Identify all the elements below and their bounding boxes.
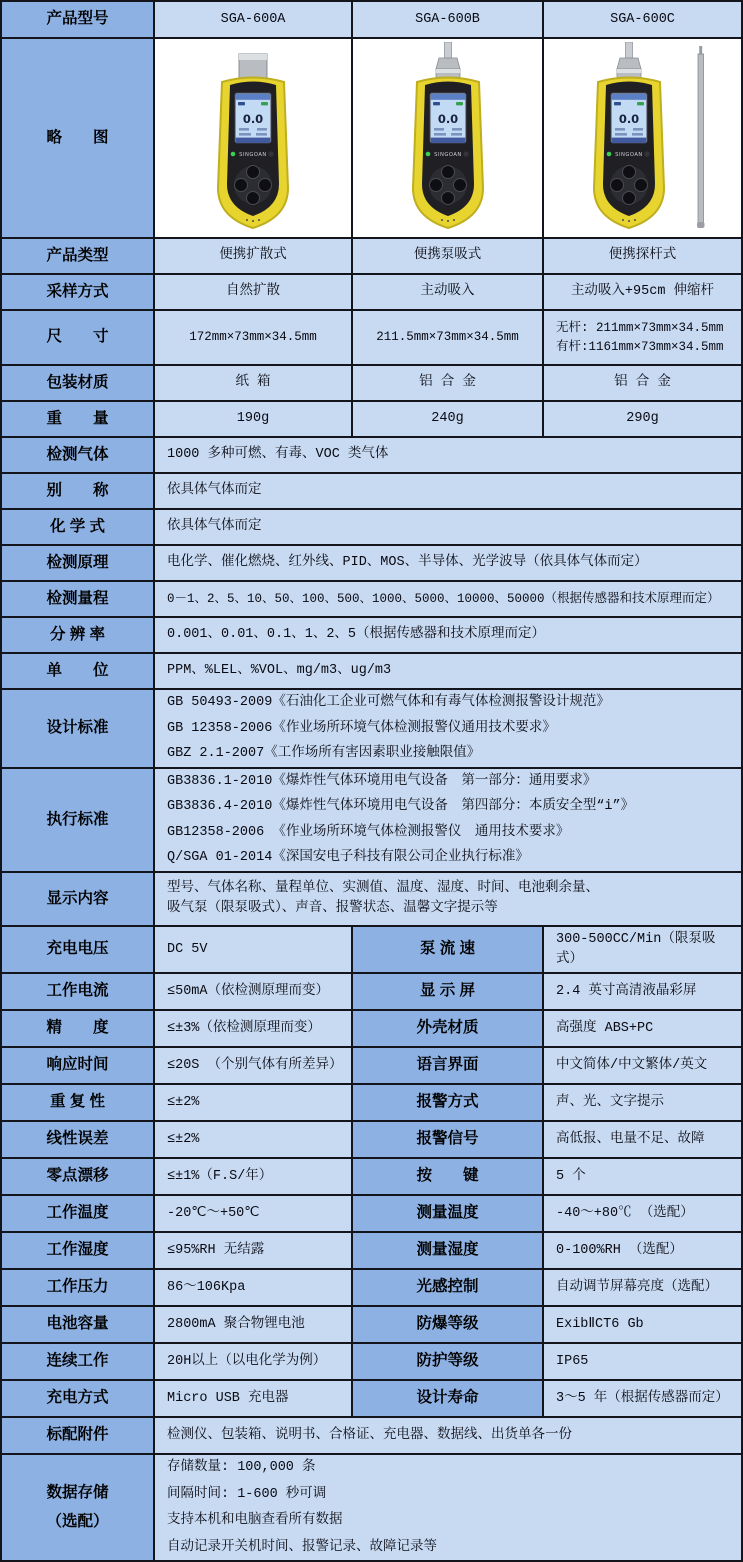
row-label: 响应时间: [2, 1048, 153, 1083]
row-label: [2, 1455, 153, 1560]
row-label: 采样方式: [2, 275, 153, 309]
row-value: DC 5V: [155, 927, 351, 972]
row-label: 显 示 屏: [353, 974, 542, 1009]
dimension-with-rod: 有杆:1161mm×73mm×34.5mm: [556, 340, 724, 354]
standard-line: GB3836.1-2010《爆炸性气体环境用电气设备 第一部分：通用要求》: [167, 773, 597, 789]
row-value: 240g: [353, 402, 542, 436]
row-value: 自然扩散: [155, 275, 351, 309]
row-label: 包装材质: [2, 366, 153, 400]
row-value: 20H以上（以电化学为例）: [155, 1344, 351, 1379]
table-row-display-content: [2, 873, 741, 925]
standard-line: GB 12358-2006《作业场所环境气体检测报警仪通用技术要求》: [167, 720, 556, 736]
storage-line: 自动记录开关机时间、报警记录、故障记录等: [167, 1539, 437, 1555]
storage-label-line: （选配）: [46, 1513, 109, 1531]
row-value: 0－1、2、5、10、50、100、500、1000、5000、10000、50000（根据传感器和技术原理而定）: [155, 582, 741, 616]
row-value: -40～+80℃ （选配）: [544, 1196, 741, 1231]
row-value: 1000 多种可燃、有毒、VOC 类气体: [155, 438, 741, 472]
row-label: 分 辨 率: [2, 618, 153, 652]
table-row-model: [2, 2, 741, 37]
row-label: 测量湿度: [353, 1233, 542, 1268]
row-value: 高强度 ABS+PC: [544, 1011, 741, 1046]
table-row-pair: [2, 1344, 741, 1379]
table-row-detection-principle: [2, 546, 741, 580]
row-label: 精 度: [2, 1011, 153, 1046]
display-content-line: 吸气泵（限泵吸式）、声音、报警状态、温馨文字提示等: [167, 901, 498, 917]
row-value: PPM、%LEL、%VOL、mg/m3、ug/m3: [155, 654, 741, 688]
row-value: ≤20S （个别气体有所差异）: [155, 1048, 351, 1083]
row-label: 化 学 式: [2, 510, 153, 544]
row-label: 电池容量: [2, 1307, 153, 1342]
row-label: 显示内容: [2, 873, 153, 925]
row-value: Micro USB 充电器: [155, 1381, 351, 1416]
row-label: 报警方式: [353, 1085, 542, 1120]
row-value: 0.001、0.01、0.1、1、2、5（根据传感器和技术原理而定）: [155, 618, 741, 652]
row-value: ≤50mA（依检测原理而变）: [155, 974, 351, 1009]
table-row-unit: [2, 654, 741, 688]
row-value: 依具体气体而定: [155, 510, 741, 544]
row-value: ≤±3%（依检测原理而变）: [155, 1011, 351, 1046]
row-value: ≤±2%: [155, 1085, 351, 1120]
row-label: 别 称: [2, 474, 153, 508]
table-row-product-type: [2, 239, 741, 273]
row-value: 铝 合 金: [544, 366, 741, 400]
row-value: ≤95%RH 无结露: [155, 1233, 351, 1268]
row-label: 外壳材质: [353, 1011, 542, 1046]
product-image-sga-600a: [155, 39, 351, 237]
device-c-illustration: [568, 42, 718, 234]
storage-line: 支持本机和电脑查看所有数据: [167, 1513, 343, 1529]
table-row-pair: [2, 927, 741, 972]
row-value: [544, 311, 741, 364]
row-label: 按 键: [353, 1159, 542, 1194]
product-image-sga-600c: [544, 39, 741, 237]
row-value: 0-100%RH （选配）: [544, 1233, 741, 1268]
row-value: 便携扩散式: [155, 239, 351, 273]
row-value: ≤±1%（F.S/年）: [155, 1159, 351, 1194]
row-label: 泵 流 速: [353, 927, 542, 972]
row-value: 86～106Kpa: [155, 1270, 351, 1305]
table-row-pair: [2, 1307, 741, 1342]
standard-line: Q/SGA 01-2014《深国安电子科技有限公司企业执行标准》: [167, 850, 529, 866]
storage-line: 间隔时间: 1-600 秒可调: [167, 1486, 327, 1502]
row-value: 铝 合 金: [353, 366, 542, 400]
row-value: 声、光、文字提示: [544, 1085, 741, 1120]
row-label: 重 复 性: [2, 1085, 153, 1120]
row-label: 光感控制: [353, 1270, 542, 1305]
device-a-illustration: [178, 42, 328, 234]
row-label: 标配附件: [2, 1418, 153, 1453]
row-value: [155, 690, 741, 767]
row-label: 检测气体: [2, 438, 153, 472]
row-label: 连续工作: [2, 1344, 153, 1379]
row-value: 高低报、电量不足、故障: [544, 1122, 741, 1157]
model-name-sga-600c: SGA-600C: [544, 2, 741, 37]
standard-line: GBZ 2.1-2007《工作场所有害因素职业接触限值》: [167, 746, 481, 762]
row-label: 充电方式: [2, 1381, 153, 1416]
row-value: 自动调节屏幕亮度（选配）: [544, 1270, 741, 1305]
row-value: 2800mA 聚合物锂电池: [155, 1307, 351, 1342]
row-label: 工作压力: [2, 1270, 153, 1305]
sketch-label: 略 图: [2, 39, 153, 237]
device-b-illustration: [373, 42, 523, 234]
table-row-pair: [2, 1270, 741, 1305]
row-label: 报警信号: [353, 1122, 542, 1157]
row-label: 检测量程: [2, 582, 153, 616]
table-row-sampling-method: [2, 275, 741, 309]
row-label: 工作电流: [2, 974, 153, 1009]
row-value: 5 个: [544, 1159, 741, 1194]
row-value: 检测仪、包装箱、说明书、合格证、充电器、数据线、出货单各一份: [155, 1418, 741, 1453]
row-label: 语言界面: [353, 1048, 542, 1083]
table-row-alias: [2, 474, 741, 508]
row-value: 2.4 英寸高清液晶彩屏: [544, 974, 741, 1009]
table-row-pair: [2, 1122, 741, 1157]
table-row-pair: [2, 1048, 741, 1083]
row-value: 主动吸入+95cm 伸缩杆: [544, 275, 741, 309]
row-label: 设计标准: [2, 690, 153, 767]
product-image-sga-600b: [353, 39, 542, 237]
row-label: 重 量: [2, 402, 153, 436]
row-value: IP65: [544, 1344, 741, 1379]
table-row-pair: [2, 1085, 741, 1120]
table-row-accessories: [2, 1418, 741, 1453]
standard-line: GB 50493-2009《石油化工企业可燃气体和有毒气体检测报警设计规范》: [167, 695, 610, 710]
table-row-chemical-formula: [2, 510, 741, 544]
model-name-sga-600a: SGA-600A: [155, 2, 351, 37]
row-value: 纸 箱: [155, 366, 351, 400]
table-row-detected-gas: [2, 438, 741, 472]
row-label: 单 位: [2, 654, 153, 688]
storage-label-line: 数据存储: [46, 1483, 109, 1501]
row-value: -20℃～+50℃: [155, 1196, 351, 1231]
row-label: 测量温度: [353, 1196, 542, 1231]
table-row-pair: [2, 1381, 741, 1416]
row-value: 300-500CC/Min（限泵吸式）: [544, 927, 741, 972]
row-value: 电化学、催化燃烧、红外线、PID、MOS、半导体、光学波导（依具体气体而定）: [155, 546, 741, 580]
display-content-line: 型号、气体名称、量程单位、实测值、温度、湿度、时间、电池剩余量、: [167, 880, 599, 896]
row-label: 线性误差: [2, 1122, 153, 1157]
row-value: 依具体气体而定: [155, 474, 741, 508]
row-label: 零点漂移: [2, 1159, 153, 1194]
row-value: 主动吸入: [353, 275, 542, 309]
row-value: [155, 769, 741, 871]
row-label: 设计寿命: [353, 1381, 542, 1416]
row-label: 检测原理: [2, 546, 153, 580]
model-name-sga-600b: SGA-600B: [353, 2, 542, 37]
row-label: 充电电压: [2, 927, 153, 972]
table-row-pair: [2, 1196, 741, 1231]
row-value: 3～5 年（根据传感器而定）: [544, 1381, 741, 1416]
row-value: 290g: [544, 402, 741, 436]
standard-line: GB12358-2006 《作业场所环境气体检测报警仪 通用技术要求》: [167, 824, 570, 840]
table-row-packaging: [2, 366, 741, 400]
table-row-pair: [2, 1011, 741, 1046]
table-row-exec-standard: [2, 769, 741, 871]
row-value: 190g: [155, 402, 351, 436]
row-value: [155, 1455, 741, 1560]
row-label: 产品类型: [2, 239, 153, 273]
table-row-detection-range: [2, 582, 741, 616]
table-row-data-storage: [2, 1455, 741, 1560]
storage-line: 存储数量: 100,000 条: [167, 1460, 316, 1476]
dimension-without-rod: 无杆: 211mm×73mm×34.5mm: [556, 320, 724, 335]
table-row-sketch: [2, 39, 741, 237]
row-label: 执行标准: [2, 769, 153, 871]
row-label: 尺 寸: [2, 311, 153, 364]
row-value: 211.5mm×73mm×34.5mm: [353, 311, 542, 364]
row-value: 便携泵吸式: [353, 239, 542, 273]
table-row-design-standard: [2, 690, 741, 767]
table-row-dimensions: [2, 311, 741, 364]
row-value: 172mm×73mm×34.5mm: [155, 311, 351, 364]
table-row-pair: [2, 1233, 741, 1268]
row-label: 工作温度: [2, 1196, 153, 1231]
row-label: 工作湿度: [2, 1233, 153, 1268]
row-value: 中文简体/中文繁体/英文: [544, 1048, 741, 1083]
table-row-pair: [2, 1159, 741, 1194]
row-label: 防爆等级: [353, 1307, 542, 1342]
row-value: ≤±2%: [155, 1122, 351, 1157]
row-value: 便携探杆式: [544, 239, 741, 273]
row-value: [155, 873, 741, 925]
table-row-pair: [2, 974, 741, 1009]
table-row-resolution: [2, 618, 741, 652]
standard-line: GB3836.4-2010《爆炸性气体环境用电气设备 第四部分：本质安全型“i”》: [167, 799, 635, 815]
row-value: ExibⅡCT6 Gb: [544, 1307, 741, 1342]
table-row-weight: [2, 402, 741, 436]
header-product-model-label: 产品型号: [2, 2, 153, 37]
row-label: 防护等级: [353, 1344, 542, 1379]
